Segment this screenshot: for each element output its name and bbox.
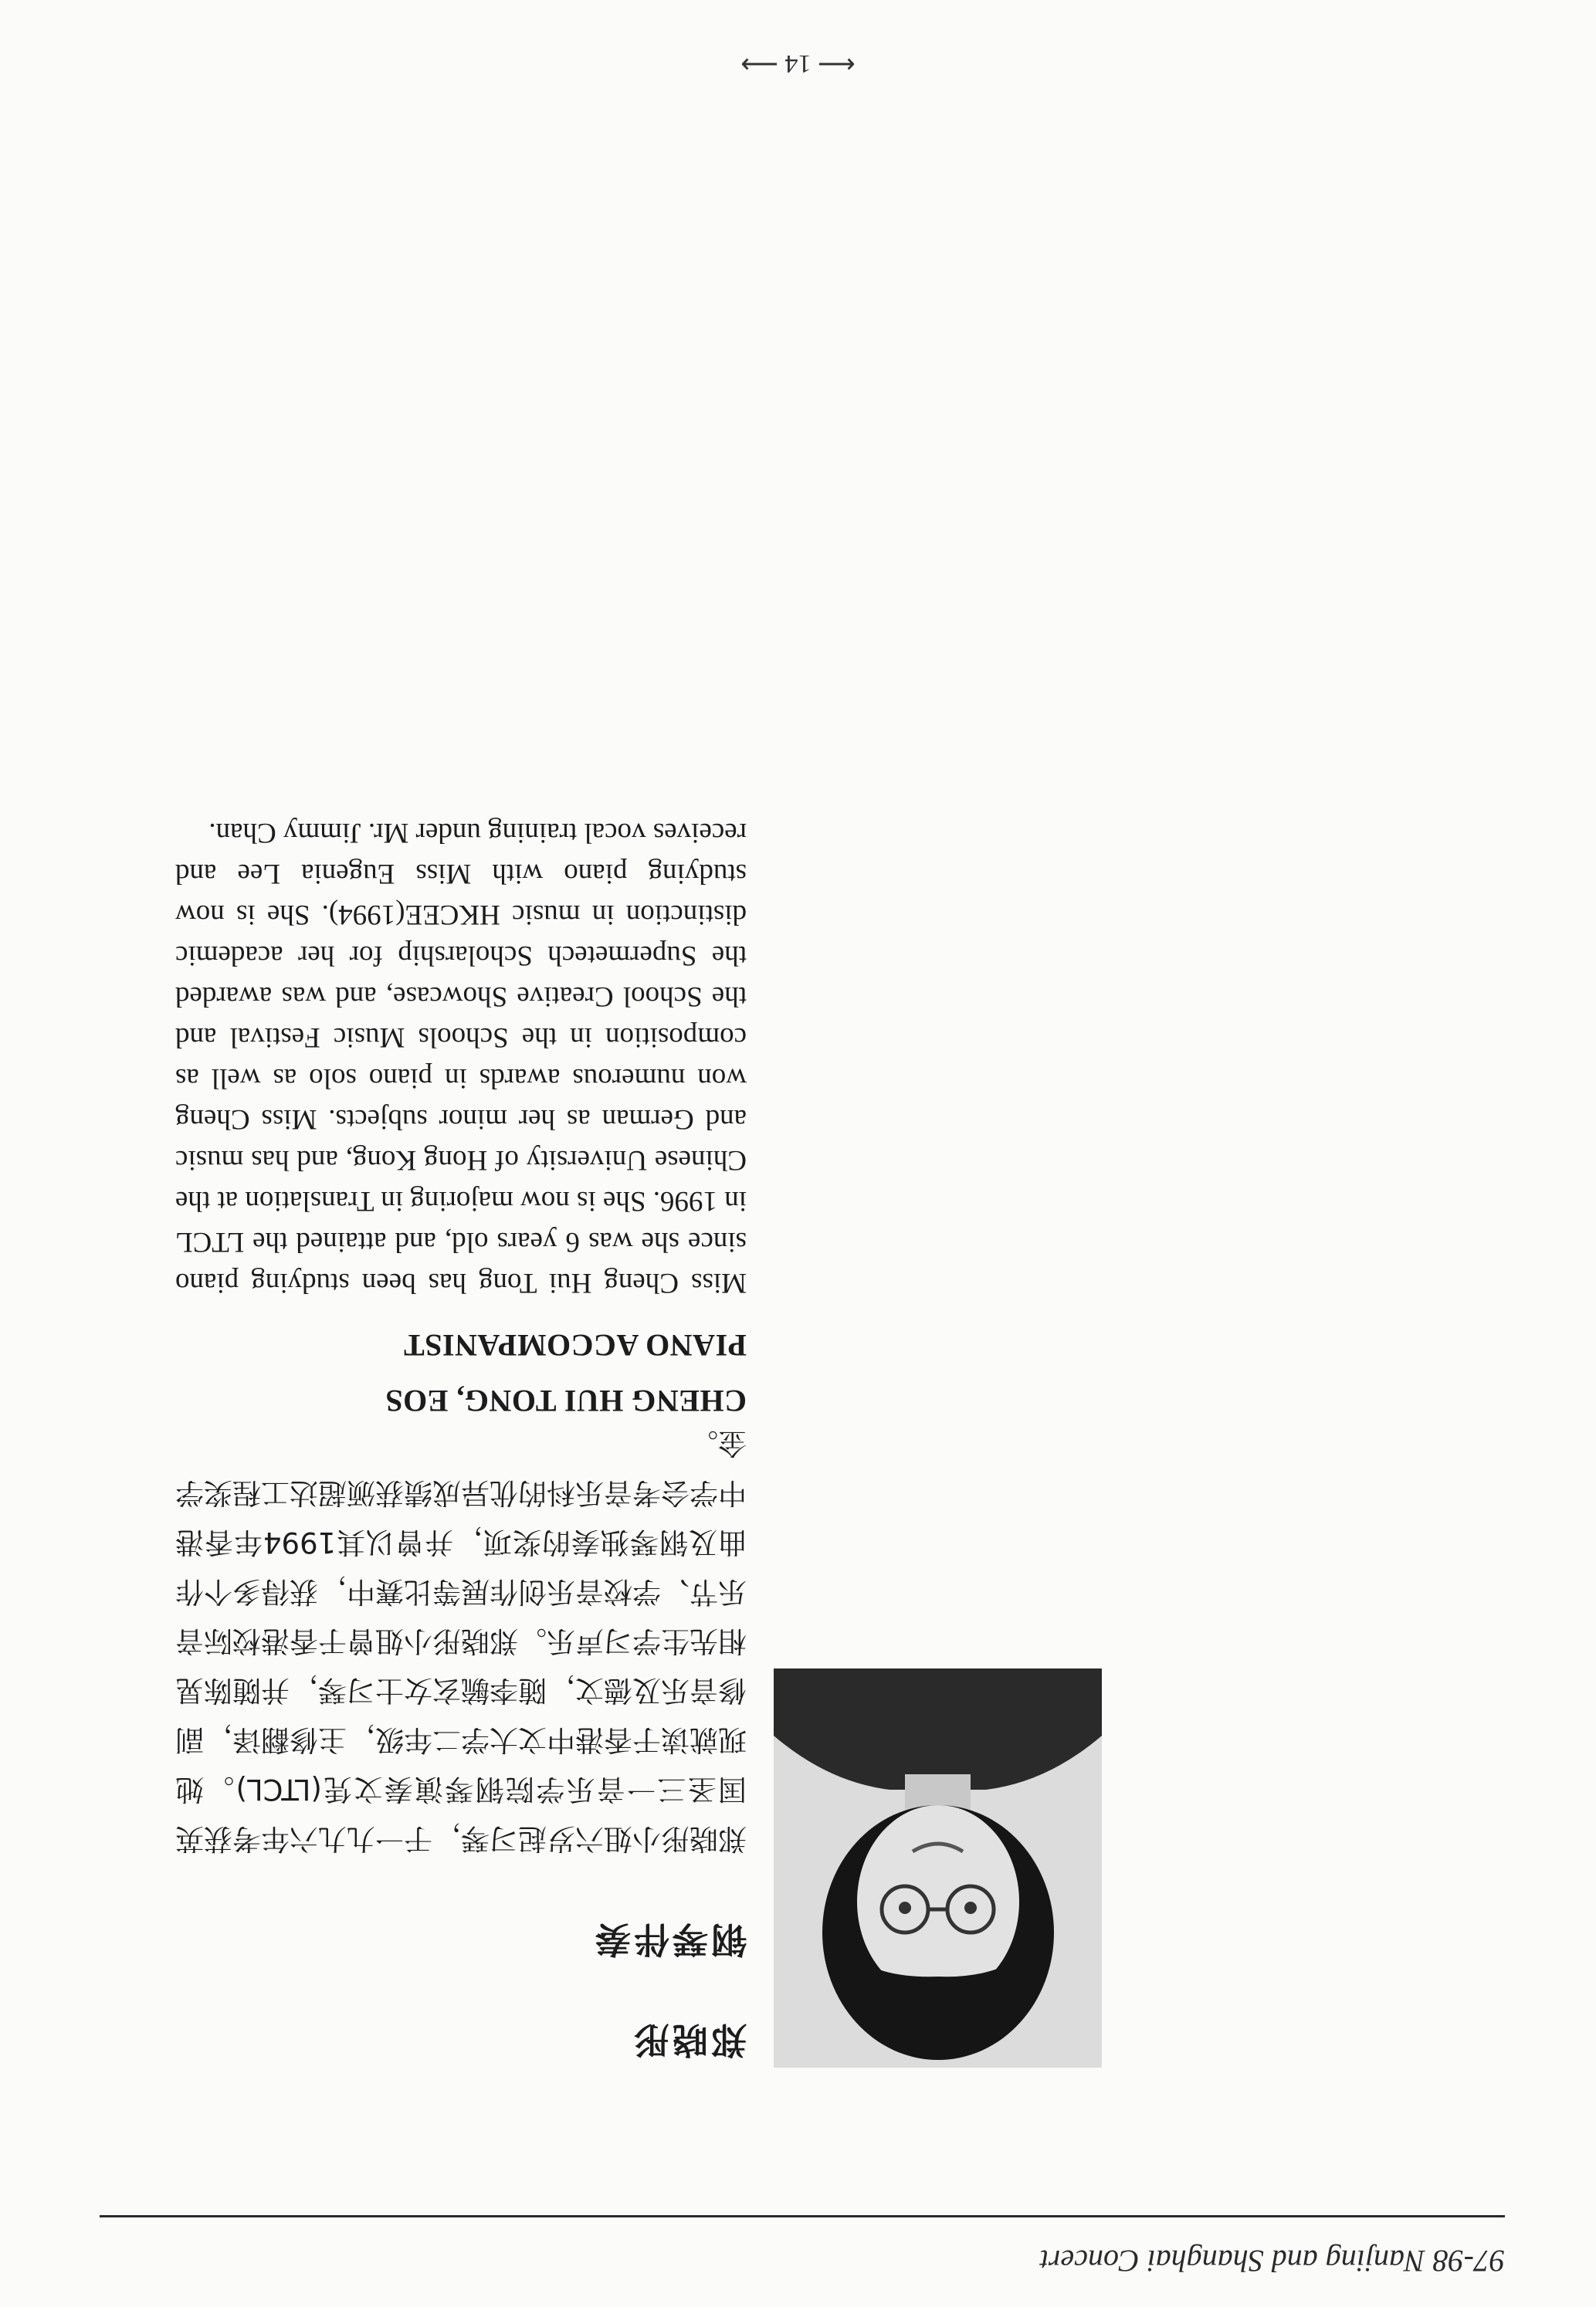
page-number — [0, 49, 1596, 80]
page-number-ornament-right: ⟶ — [740, 49, 778, 78]
bio-zh-body: 郑晓彤小姐六岁起习琴，于一九九六年考获英国圣三一音乐学院钢琴演奏文凭(LTCL)。她现就读于香港中文大学二年级，主修翻译，副修音乐及德文，随李毓玄女士习琴，并随陈晃相先生学习声乐。郑晓彤小姐曾于香港校际音乐节、学校音乐创作展等比赛中，获得多个作曲及钢琴独奏的奖项，并曾以其1994年香港中学会考音乐科的优异成绩获颁超达工程奖学金。 — [175, 1427, 747, 1855]
page-number-value: 14 — [784, 49, 812, 78]
bio-zh-role: 钢琴伴奏 — [592, 1919, 747, 1960]
bio-en-name: CHENG HUI TONG, EOS — [385, 1384, 747, 1418]
page-number-ornament-left: ⟵ — [818, 49, 856, 78]
running-header: 97-98 Nanjing and Shanghai Concert — [1039, 2244, 1505, 2278]
portrait-photo — [774, 1668, 1102, 2068]
header-rule — [100, 2215, 1505, 2217]
bio-en-body: Miss Cheng Hui Tong has been studying piano since she was 6 years old, and attained the LTCL in 1996. She is now majoring in Translation at the Chinese University of Hong Kong, and has music and German as her minor subjects. Miss Cheng won numerous awards in piano solo as well as composition in the Schools Music Festival and the School Creative Showcase, and was awarded the Supermetech Scholarship for her academic distinction in music HKCEE(1994). She is now studying piano with Miss Eugenia Lee and receives vocal training under Mr. Jimmy Chan. — [175, 817, 747, 1299]
bio-zh-name: 郑晓彤 — [631, 2019, 747, 2061]
bio-en-role: PIANO ACCOMPANIST — [403, 1328, 747, 1363]
